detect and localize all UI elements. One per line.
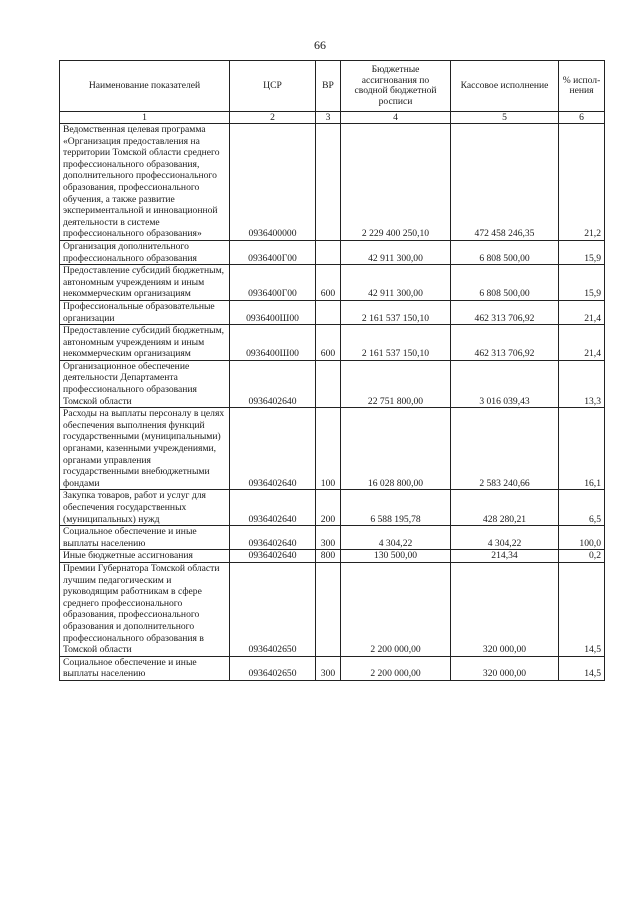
vr-code bbox=[316, 300, 341, 324]
budget-allocation: 16 028 800,00 bbox=[341, 408, 451, 490]
budget-allocation: 2 200 000,00 bbox=[341, 656, 451, 680]
table-row bbox=[60, 360, 605, 407]
column-number: 6 bbox=[559, 112, 605, 124]
header-csr: ЦСР bbox=[230, 61, 316, 112]
indicator-name: Премии Губернатора Томской области лучшим педагогическим и руководящим работникам в сфере среднего профессионального образования, профессионального образования и дополнительного профессионального образования в Томской области bbox=[60, 562, 230, 656]
vr-code: 800 bbox=[316, 550, 341, 563]
table-row bbox=[60, 408, 605, 490]
execution-percent: 14,5 bbox=[559, 656, 605, 680]
table-row bbox=[60, 124, 605, 241]
csr-code: 0936400Ш00 bbox=[230, 325, 316, 361]
cash-execution: 472 458 246,35 bbox=[451, 124, 559, 241]
execution-percent: 0,2 bbox=[559, 550, 605, 563]
vr-code bbox=[316, 360, 341, 407]
budget-allocation: 2 161 537 150,10 bbox=[341, 325, 451, 361]
column-number-row bbox=[60, 112, 605, 124]
budget-execution-table bbox=[59, 60, 605, 681]
column-number: 1 bbox=[60, 112, 230, 124]
budget-allocation: 42 911 300,00 bbox=[341, 240, 451, 264]
execution-percent: 21,4 bbox=[559, 325, 605, 361]
cash-execution: 462 313 706,92 bbox=[451, 300, 559, 324]
table-header-row bbox=[60, 61, 605, 112]
header-budget-allocations: Бюджетные ассигнования по сводной бюджетной росписи bbox=[341, 61, 451, 112]
execution-percent: 14,5 bbox=[559, 562, 605, 656]
page-number: 66 bbox=[314, 38, 326, 52]
vr-code bbox=[316, 562, 341, 656]
cash-execution: 3 016 039,43 bbox=[451, 360, 559, 407]
budget-allocation: 6 588 195,78 bbox=[341, 490, 451, 526]
csr-code: 0936402640 bbox=[230, 408, 316, 490]
header-indicator-name: Наименование показателей bbox=[60, 61, 230, 112]
execution-percent: 16,1 bbox=[559, 408, 605, 490]
indicator-name: Профессиональные образовательные организации bbox=[60, 300, 230, 324]
budget-allocation: 42 911 300,00 bbox=[341, 265, 451, 301]
cash-execution: 428 280,21 bbox=[451, 490, 559, 526]
table-row bbox=[60, 240, 605, 264]
csr-code: 0936402640 bbox=[230, 550, 316, 563]
csr-code: 0936400Г00 bbox=[230, 240, 316, 264]
execution-percent: 15,9 bbox=[559, 240, 605, 264]
table-row bbox=[60, 562, 605, 656]
csr-code: 0936402650 bbox=[230, 562, 316, 656]
indicator-name: Закупка товаров, работ и услуг для обеспечения государственных (муниципальных) нужд bbox=[60, 490, 230, 526]
execution-percent: 21,2 bbox=[559, 124, 605, 241]
execution-percent: 13,3 bbox=[559, 360, 605, 407]
cash-execution: 6 808 500,00 bbox=[451, 240, 559, 264]
vr-code: 600 bbox=[316, 265, 341, 301]
execution-percent: 6,5 bbox=[559, 490, 605, 526]
header-execution-percent: % испол-нения bbox=[559, 61, 605, 112]
cash-execution: 320 000,00 bbox=[451, 656, 559, 680]
vr-code bbox=[316, 124, 341, 241]
indicator-name: Иные бюджетные ассигнования bbox=[60, 550, 230, 563]
vr-code: 200 bbox=[316, 490, 341, 526]
column-number: 4 bbox=[341, 112, 451, 124]
execution-percent: 21,4 bbox=[559, 300, 605, 324]
cash-execution: 4 304,22 bbox=[451, 526, 559, 550]
budget-allocation: 2 200 000,00 bbox=[341, 562, 451, 656]
table-row bbox=[60, 526, 605, 550]
table-row bbox=[60, 490, 605, 526]
execution-percent: 100,0 bbox=[559, 526, 605, 550]
column-number: 5 bbox=[451, 112, 559, 124]
table-row bbox=[60, 550, 605, 563]
header-cash-execution: Кассовое исполнение bbox=[451, 61, 559, 112]
vr-code: 300 bbox=[316, 656, 341, 680]
indicator-name: Предоставление субсидий бюджетным, автономным учреждениям и иным некоммерческим организациям bbox=[60, 325, 230, 361]
budget-allocation: 130 500,00 bbox=[341, 550, 451, 563]
table-row bbox=[60, 265, 605, 301]
indicator-name: Социальное обеспечение и иные выплаты населению bbox=[60, 526, 230, 550]
indicator-name: Социальное обеспечение и иные выплаты населению bbox=[60, 656, 230, 680]
execution-percent: 15,9 bbox=[559, 265, 605, 301]
vr-code: 100 bbox=[316, 408, 341, 490]
budget-allocation: 22 751 800,00 bbox=[341, 360, 451, 407]
cash-execution: 320 000,00 bbox=[451, 562, 559, 656]
indicator-name: Организация дополнительного профессионального образования bbox=[60, 240, 230, 264]
csr-code: 0936402640 bbox=[230, 360, 316, 407]
column-number: 3 bbox=[316, 112, 341, 124]
cash-execution: 2 583 240,66 bbox=[451, 408, 559, 490]
vr-code bbox=[316, 240, 341, 264]
header-vr: ВР bbox=[316, 61, 341, 112]
cash-execution: 6 808 500,00 bbox=[451, 265, 559, 301]
csr-code: 0936402640 bbox=[230, 526, 316, 550]
table-row bbox=[60, 325, 605, 361]
csr-code: 0936400000 bbox=[230, 124, 316, 241]
table-row bbox=[60, 300, 605, 324]
csr-code: 0936402640 bbox=[230, 490, 316, 526]
budget-allocation: 2 229 400 250,10 bbox=[341, 124, 451, 241]
indicator-name: Организационное обеспечение деятельности Департамента профессионального образования Томской области bbox=[60, 360, 230, 407]
csr-code: 0936400Г00 bbox=[230, 265, 316, 301]
column-number: 2 bbox=[230, 112, 316, 124]
table-row bbox=[60, 656, 605, 680]
vr-code: 600 bbox=[316, 325, 341, 361]
indicator-name: Расходы на выплаты персоналу в целях обеспечения выполнения функций государственными (муниципальными) органами, казенными учреждениями, органами управления государственными внебюджетными фондами bbox=[60, 408, 230, 490]
csr-code: 0936400Ш00 bbox=[230, 300, 316, 324]
budget-allocation: 2 161 537 150,10 bbox=[341, 300, 451, 324]
cash-execution: 214,34 bbox=[451, 550, 559, 563]
indicator-name: Ведомственная целевая программа «Организация предоставления на территории Томской области среднего профессионального образования, дополнительного профессионального образования, профессионального обучения, а также развитие экспериментальной и инновационной деятельности в системе профессионального образования» bbox=[60, 124, 230, 241]
cash-execution: 462 313 706,92 bbox=[451, 325, 559, 361]
indicator-name: Предоставление субсидий бюджетным, автономным учреждениям и иным некоммерческим организациям bbox=[60, 265, 230, 301]
budget-allocation: 4 304,22 bbox=[341, 526, 451, 550]
csr-code: 0936402650 bbox=[230, 656, 316, 680]
vr-code: 300 bbox=[316, 526, 341, 550]
